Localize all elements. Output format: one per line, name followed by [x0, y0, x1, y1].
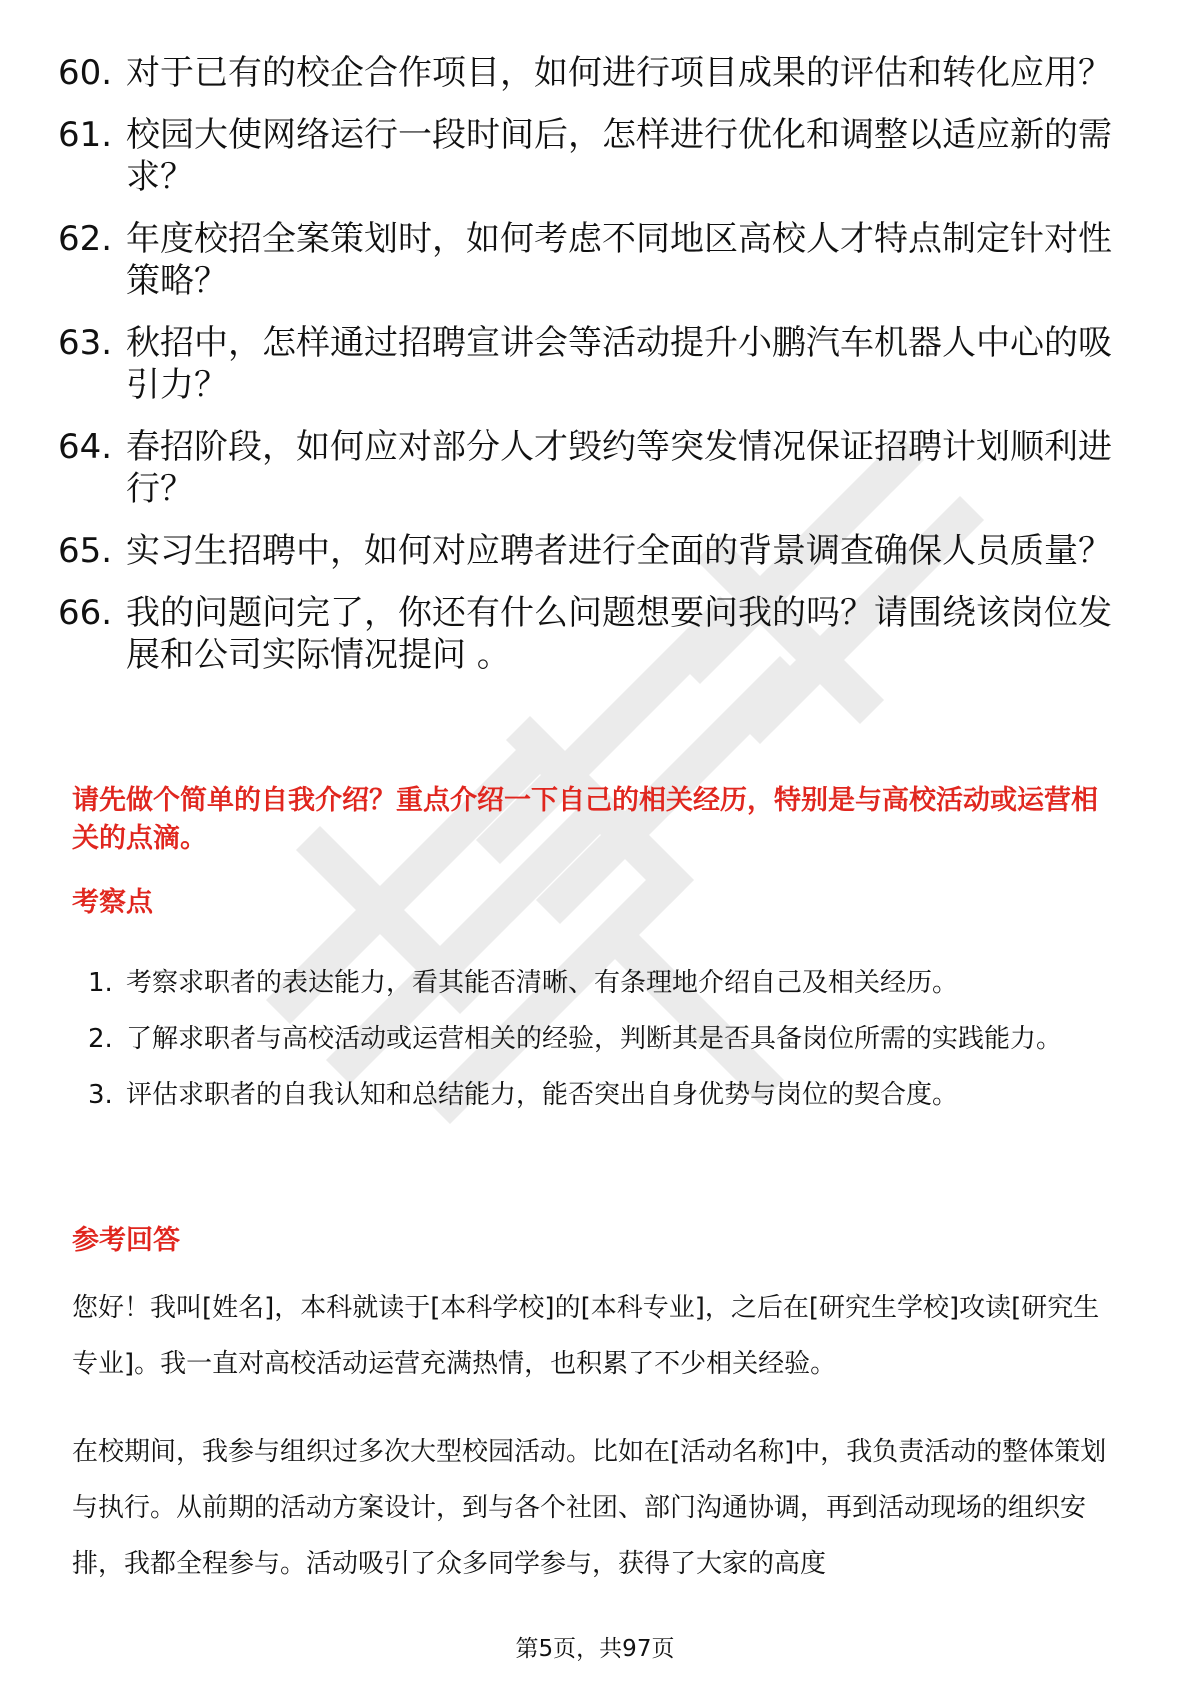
focus-point-number: 3.	[88, 1080, 113, 1110]
question-text: 秋招中，怎样通过招聘宣讲会等活动提升小鹏汽车机器人中心的吸引力？	[126, 323, 1112, 405]
question-text: 实习生招聘中，如何对应聘者进行全面的背景调查确保人员质量？	[126, 531, 1112, 571]
focus-points-list	[72, 955, 1122, 1123]
question-item	[58, 114, 1133, 198]
answer-paragraph: 您好！我叫[姓名]，本科就读于[本科学校]的[本科专业]，之后在[研究生学校]攻读[研究生专业]。我一直对高校活动运营充满热情，也积累了不少相关经验。	[72, 1293, 1100, 1379]
question-number: 61.	[58, 115, 113, 155]
page-footer: 第5页，共97页	[515, 1636, 675, 1662]
question-number: 62.	[58, 219, 113, 259]
question-list	[58, 52, 1133, 696]
answer-paragraph: 在校期间，我参与组织过多次大型校园活动。比如在[活动名称]中，我负责活动的整体策划与执行。从前期的活动方案设计，到与各个社团、部门沟通协调，再到活动现场的组织安排，我都全程参与。活动吸引了众多同学参与，获得了大家的高度	[72, 1437, 1107, 1579]
question-number: 64.	[58, 427, 113, 467]
question-item	[58, 530, 1133, 572]
focus-point-text: 了解求职者与高校活动或运营相关的经验，判断其是否具备岗位所需的实践能力。	[126, 1024, 1063, 1054]
focus-point-text: 评估求职者的自我认知和总结能力，能否突出自身优势与岗位的契合度。	[126, 1080, 959, 1110]
focus-point-text: 考察求职者的表达能力，看其能否清晰、有条理地介绍自己及相关经历。	[126, 968, 959, 998]
focus-point	[72, 1011, 1122, 1067]
focus-point	[72, 955, 1122, 1011]
question-number: 66.	[58, 593, 113, 633]
question-number: 65.	[58, 531, 113, 571]
question-item	[58, 592, 1133, 676]
focus-point	[72, 1067, 1122, 1123]
question-item	[58, 426, 1133, 510]
question-text: 校园大使网络运行一段时间后，怎样进行优化和调整以适应新的需求？	[126, 115, 1112, 197]
question-text: 对于已有的校企合作项目，如何进行项目成果的评估和转化应用？	[126, 53, 1112, 93]
focus-point-number: 2.	[88, 1024, 113, 1054]
focus-point-number: 1.	[88, 968, 113, 998]
question-text: 春招阶段，如何应对部分人才毁约等突发情况保证招聘计划顺利进行？	[126, 427, 1112, 509]
section-heading: 请先做个简单的自我介绍？重点介绍一下自己的相关经历，特别是与高校活动或运营相关的点滴。	[72, 785, 1098, 854]
focus-label: 考察点	[72, 887, 153, 918]
question-number: 60.	[58, 53, 113, 93]
question-item	[58, 52, 1133, 94]
answer-label: 参考回答	[72, 1225, 180, 1256]
question-text: 我的问题问完了，你还有什么问题想要问我的吗？请围绕该岗位发展和公司实际情况提问 。	[126, 593, 1112, 675]
question-item	[58, 218, 1133, 302]
question-number: 63.	[58, 323, 113, 363]
question-text: 年度校招全案策划时，如何考虑不同地区高校人才特点制定针对性策略？	[126, 219, 1112, 301]
question-item	[58, 322, 1133, 406]
